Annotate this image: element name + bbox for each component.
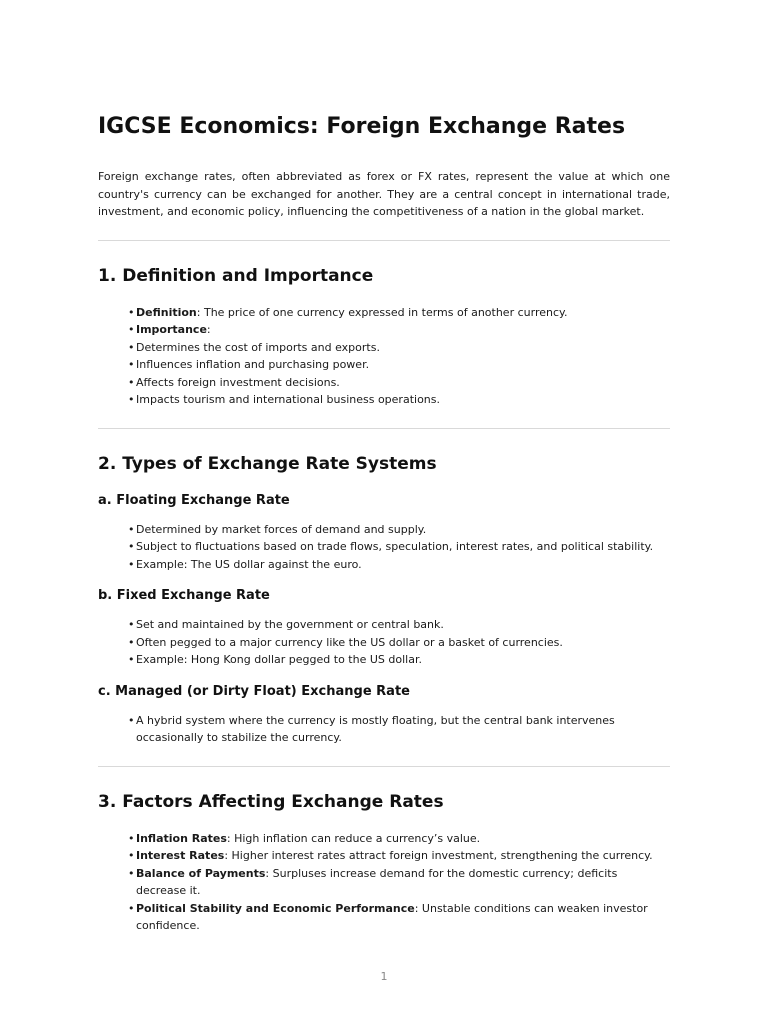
page-title: IGCSE Economics: Foreign Exchange Rates <box>98 114 626 139</box>
item-text: : <box>206 323 211 336</box>
subsection-heading: a. Floating Exchange Rate <box>98 492 290 508</box>
bullet-list <box>98 830 670 935</box>
item-text: Affects foreign investment decisions. <box>136 375 340 389</box>
item-text: : Surpluses increase demand for the domestic currency; deficits decrease it. <box>136 866 618 897</box>
section-definition <box>98 264 670 409</box>
item-text: : Unstable conditions can weaken investor confidence. <box>136 901 648 932</box>
list-item: • Often pegged to a major currency like the US dollar or a basket of currencies. <box>128 634 670 652</box>
page-number: 1 <box>380 970 388 983</box>
list-item <box>128 321 670 339</box>
item-term: Interest Rates <box>136 849 225 862</box>
list-item <box>128 847 670 865</box>
divider <box>98 240 670 241</box>
section-types <box>98 452 670 747</box>
list-item <box>128 900 670 935</box>
item-term: Inflation Rates <box>136 831 227 845</box>
item-text: Influences inflation and purchasing power. <box>136 358 370 371</box>
list-item: • Example: Hong Kong dollar pegged to the US dollar. <box>128 651 670 669</box>
subsection-managed <box>98 683 670 747</box>
item-text: : High inflation can reduce a currency’s value. <box>226 831 481 845</box>
list-item <box>128 304 670 322</box>
divider <box>98 766 670 767</box>
subsection-fixed <box>98 587 670 669</box>
item-term: Definition <box>136 305 197 319</box>
list-item: • Determined by market forces of demand and supply. <box>128 521 670 539</box>
document-page <box>98 112 670 954</box>
list-item: • A hybrid system where the currency is mostly floating, but the central bank intervenes occasionally to stabilize the currency. <box>128 712 670 747</box>
list-item <box>128 374 670 392</box>
intro-paragraph: Foreign exchange rates, often abbreviated as forex or FX rates, represent the value at which one country's currency can be exchanged for another. They are a central concept in international trade, investment, and economic policy, influencing the competitiveness of a nation in the global market. <box>98 170 670 218</box>
item-text: Determines the cost of imports and exports. <box>136 340 380 354</box>
list-item: • Example: The US dollar against the euro. <box>128 556 670 574</box>
list-item <box>128 339 670 357</box>
item-text: : The price of one currency expressed in terms of another currency. <box>196 305 568 319</box>
item-term: Balance of Payments <box>136 866 266 880</box>
item-term: Political Stability and Economic Performance <box>136 901 415 915</box>
item-term: Importance <box>136 323 207 336</box>
section-factors <box>98 790 670 935</box>
bullet-list <box>98 304 670 409</box>
list-item <box>128 830 670 848</box>
subsection-heading: c. Managed (or Dirty Float) Exchange Rate <box>98 683 410 699</box>
item-text: Impacts tourism and international business operations. <box>136 393 440 406</box>
item-text: : Higher interest rates attract foreign investment, strengthening the currency. <box>224 849 653 862</box>
bullet-list <box>98 616 670 669</box>
bullet-list <box>98 712 670 747</box>
list-item: • Subject to fluctuations based on trade flows, speculation, interest rates, and political stability. <box>128 538 670 556</box>
list-item: • Set and maintained by the government or central bank. <box>128 616 670 634</box>
section-heading: 2. Types of Exchange Rate Systems <box>98 453 437 474</box>
list-item <box>128 865 670 900</box>
section-heading: 3. Factors Affecting Exchange Rates <box>98 791 444 812</box>
divider <box>98 428 670 429</box>
subsection-heading: b. Fixed Exchange Rate <box>98 588 270 603</box>
list-item <box>128 391 670 409</box>
bullet-list <box>98 521 670 574</box>
list-item <box>128 356 670 374</box>
section-heading: 1. Definition and Importance <box>98 265 374 286</box>
subsection-floating <box>98 492 670 574</box>
